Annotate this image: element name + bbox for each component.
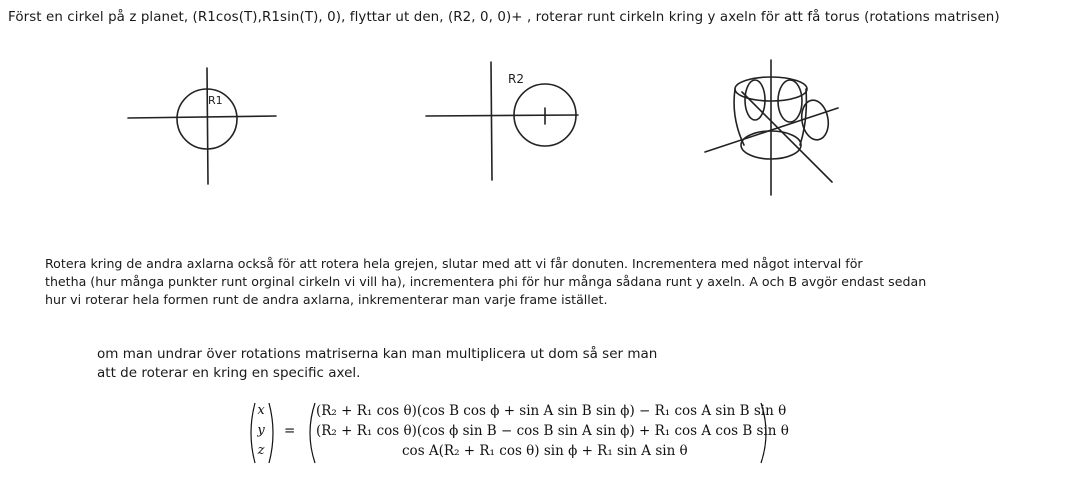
sketch2-offset-label: R2: [508, 72, 524, 86]
vector-right-paren: [268, 402, 278, 464]
formula-row-y: (R₂ + R₁ cos θ)(cos ϕ sin B − cos B sin A sin ϕ) + R₁ cos A cos B sin θ: [316, 423, 789, 439]
sketch1-horizontal-axis: [128, 116, 276, 118]
matrix-note-line: att de roterar en kring en specific axel.: [97, 365, 361, 381]
sketch2-vertical-axis: [491, 62, 492, 180]
sketch-circle-on-plane: [128, 68, 276, 184]
rotation-note-line: hur vi roterar hela formen runt de andra axlarna, inkrementerar man varje frame istället.: [45, 292, 608, 307]
sketch2-horizontal-axis: [426, 115, 578, 116]
sketch1-radius-label: R1: [208, 94, 223, 107]
sketch-rotated-torus: [705, 60, 838, 195]
matrix-note-line: om man undrar över rotations matriserna kan man multiplicera ut dom så ser man: [97, 346, 658, 362]
torus-rotation-formula: [246, 402, 789, 464]
formula-row-z: cos A(R₂ + R₁ cos θ) sin ϕ + R₁ sin A sin θ: [402, 443, 688, 459]
rotation-note: [45, 255, 1005, 309]
vector-y: y: [257, 423, 265, 438]
matrix-left-paren: [304, 402, 316, 464]
equals-sign: =: [284, 423, 296, 439]
vector-z: z: [257, 443, 265, 458]
matrix-right-paren: [760, 402, 772, 464]
sketch-translated-circle: [426, 62, 578, 180]
rotation-note-line: thetha (hur många punkter runt orginal cirkeln vi vill ha), incrementera phi för hur många sådana runt y axeln. A och B avgör endast sedan: [45, 274, 927, 289]
intro-note: Först en cirkel på z planet, (R1cos(T),R1sin(T), 0), flyttar ut den, (R2, 0, 0)+ , roterar runt cirkeln kring y axeln för att få torus (rotations matrisen): [8, 10, 1000, 25]
formula-row-x: (R₂ + R₁ cos θ)(cos B cos ϕ + sin A sin B sin ϕ) − R₁ cos A sin B sin θ: [316, 403, 787, 419]
sketch1-vertical-axis: [207, 68, 208, 184]
vector-x: x: [257, 403, 265, 418]
matrix-note: [97, 345, 757, 383]
sketch3-torus-left-wall: [734, 89, 744, 145]
sketch3-depth-axis: [742, 92, 832, 182]
rotation-note-line: Rotera kring de andra axlarna också för att rotera hela grejen, slutar med att vi får donuten. Incrementera med något interval för: [45, 256, 863, 271]
